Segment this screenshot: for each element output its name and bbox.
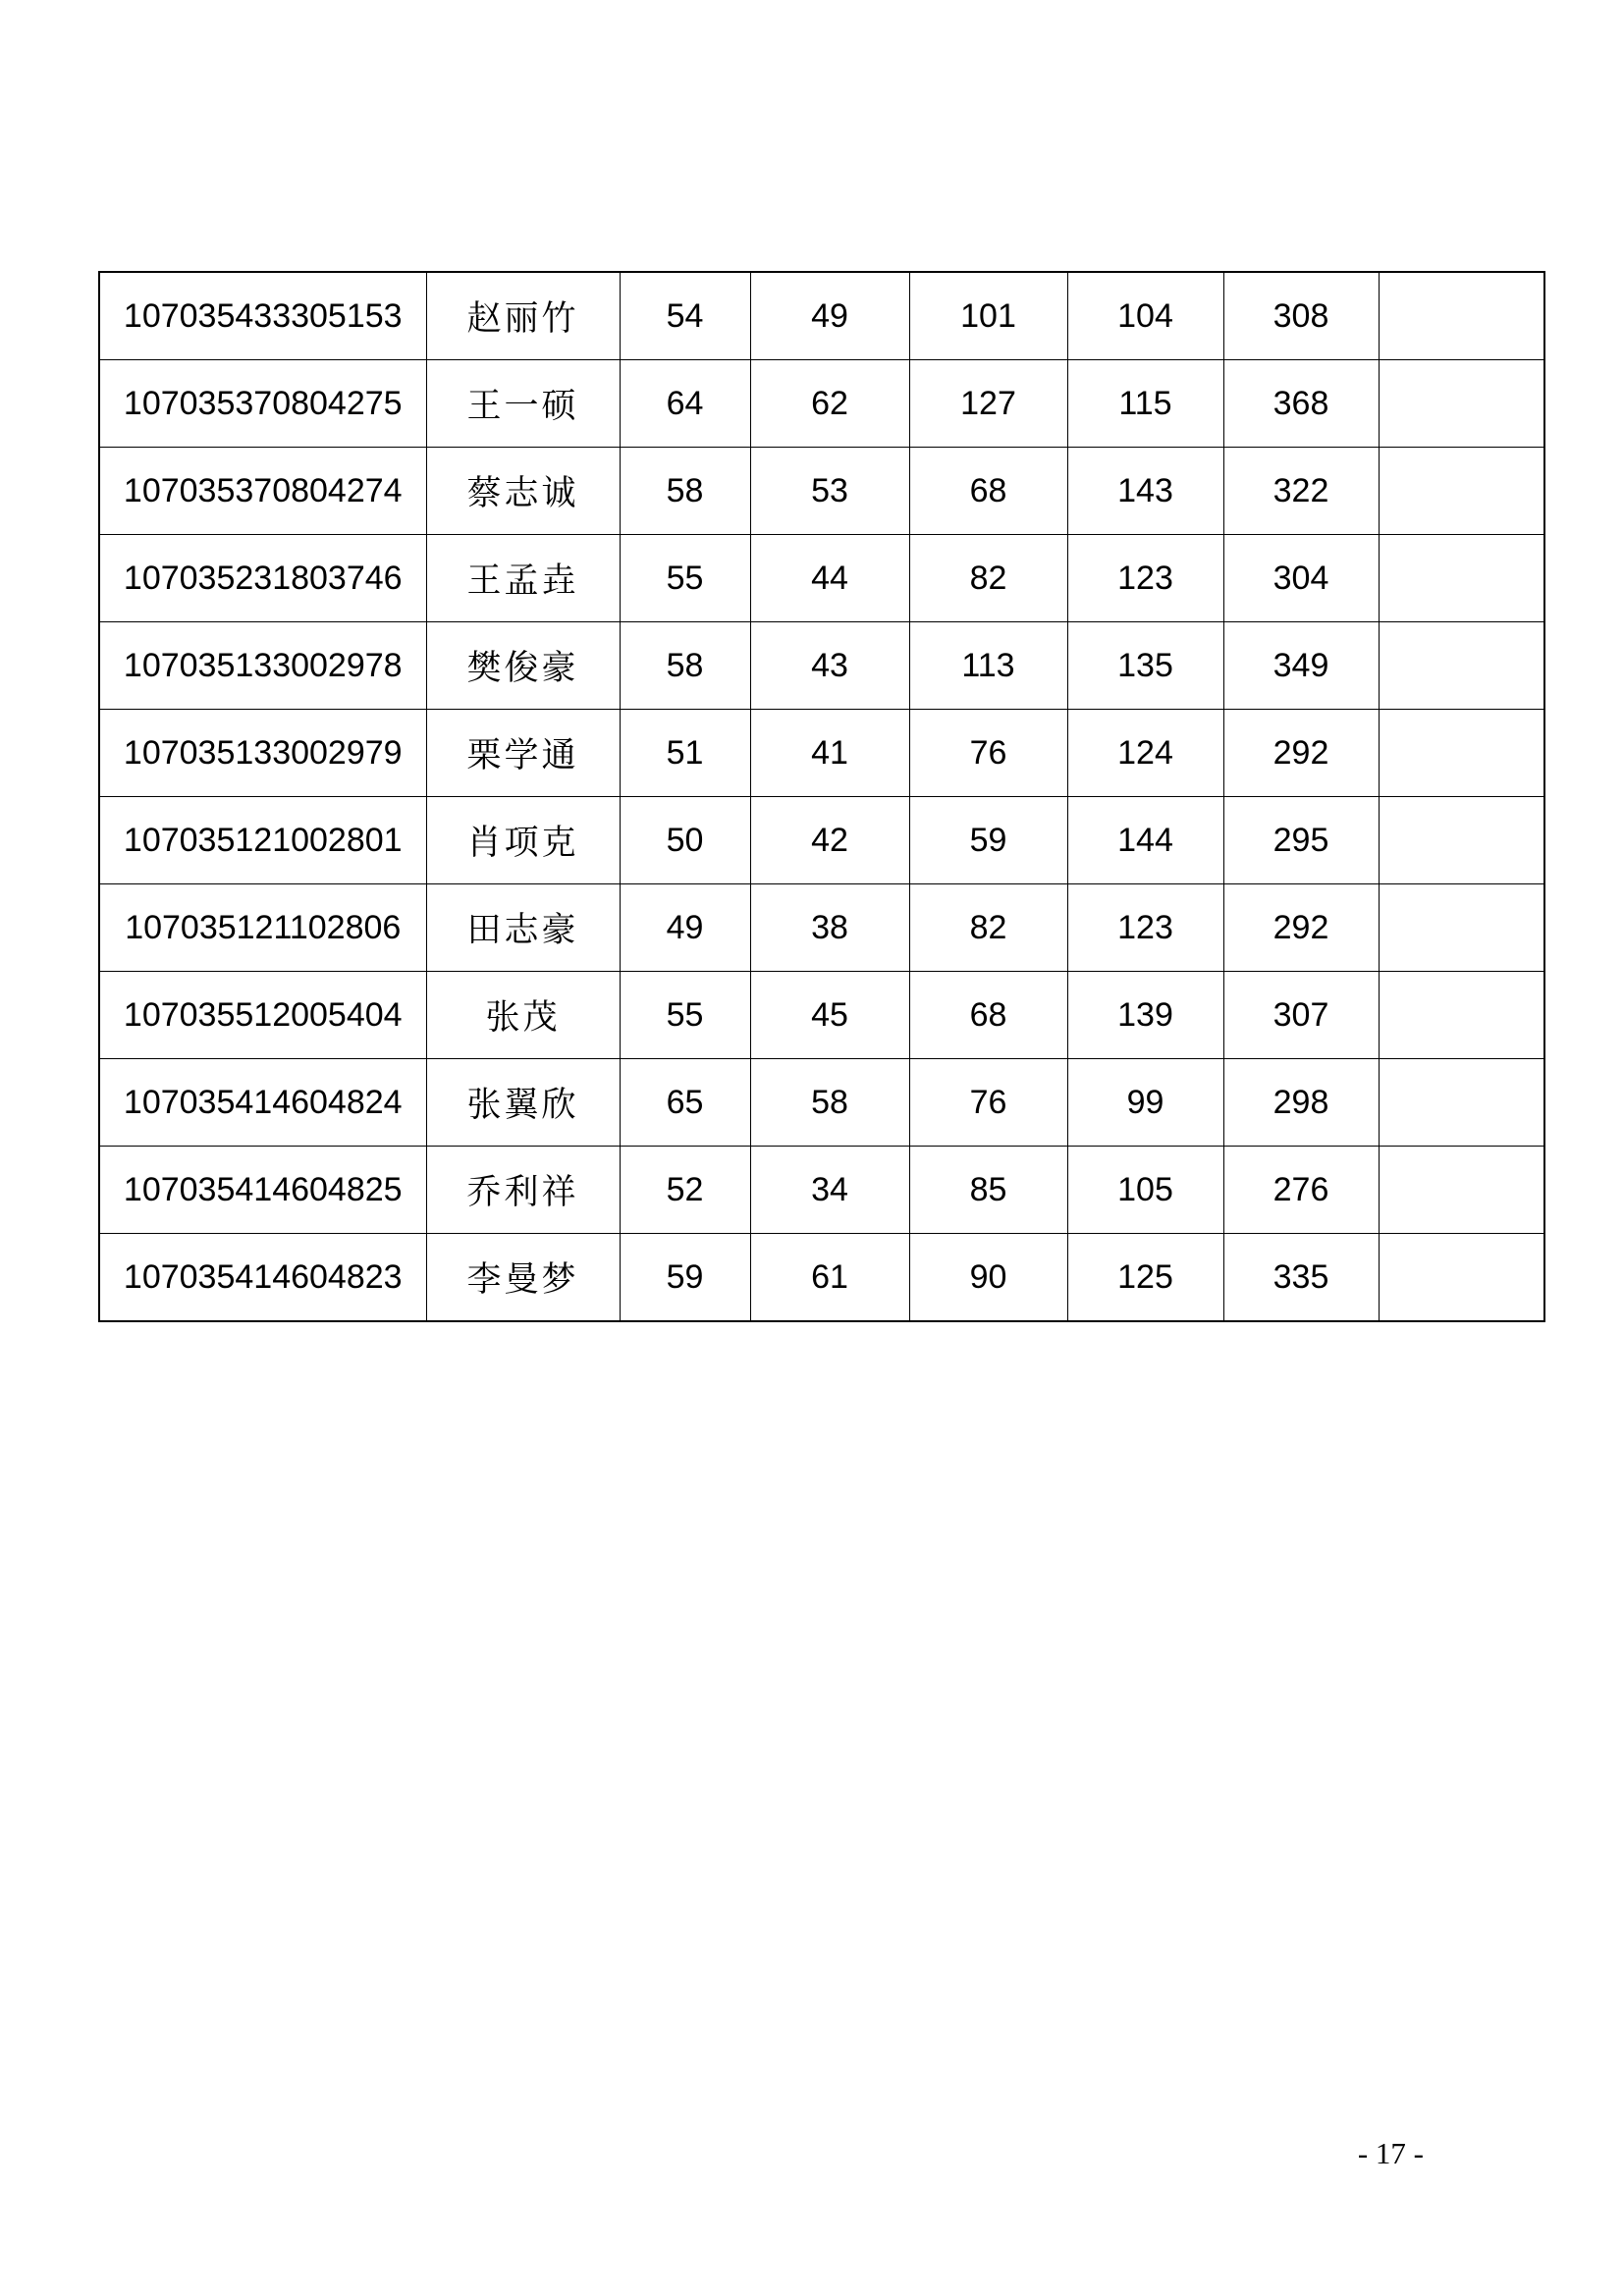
cell-remark	[1379, 884, 1544, 972]
cell-score2: 58	[750, 1059, 909, 1147]
cell-score1: 49	[620, 884, 750, 972]
cell-score2: 42	[750, 797, 909, 884]
cell-score2: 45	[750, 972, 909, 1059]
cell-score2: 61	[750, 1234, 909, 1322]
cell-score4: 104	[1067, 272, 1223, 360]
cell-score4: 115	[1067, 360, 1223, 448]
cell-total: 307	[1223, 972, 1379, 1059]
score-table-body	[99, 272, 1544, 1321]
cell-id: 107035121002801	[99, 797, 426, 884]
cell-score4: 135	[1067, 622, 1223, 710]
cell-score3: 85	[909, 1147, 1067, 1234]
cell-name: 李曼梦	[426, 1234, 620, 1322]
cell-score3: 101	[909, 272, 1067, 360]
cell-name: 张翼欣	[426, 1059, 620, 1147]
table-row	[99, 622, 1544, 710]
table-row	[99, 1059, 1544, 1147]
cell-id: 107035414604824	[99, 1059, 426, 1147]
cell-remark	[1379, 272, 1544, 360]
cell-name: 王一硕	[426, 360, 620, 448]
cell-name: 蔡志诚	[426, 448, 620, 535]
cell-remark	[1379, 535, 1544, 622]
cell-score3: 68	[909, 448, 1067, 535]
cell-name: 樊俊豪	[426, 622, 620, 710]
cell-total: 335	[1223, 1234, 1379, 1322]
score-table	[98, 271, 1545, 1322]
table-row	[99, 535, 1544, 622]
cell-name: 田志豪	[426, 884, 620, 972]
cell-id: 107035133002978	[99, 622, 426, 710]
cell-id: 107035370804275	[99, 360, 426, 448]
cell-score3: 82	[909, 535, 1067, 622]
cell-total: 349	[1223, 622, 1379, 710]
cell-total: 276	[1223, 1147, 1379, 1234]
cell-total: 292	[1223, 884, 1379, 972]
cell-name: 栗学通	[426, 710, 620, 797]
cell-score2: 49	[750, 272, 909, 360]
cell-score2: 44	[750, 535, 909, 622]
page-number: - 17 -	[1357, 2136, 1424, 2170]
cell-score3: 113	[909, 622, 1067, 710]
cell-score1: 51	[620, 710, 750, 797]
cell-remark	[1379, 1234, 1544, 1322]
cell-id: 107035231803746	[99, 535, 426, 622]
cell-score1: 52	[620, 1147, 750, 1234]
cell-remark	[1379, 972, 1544, 1059]
cell-score2: 53	[750, 448, 909, 535]
cell-total: 298	[1223, 1059, 1379, 1147]
cell-score4: 99	[1067, 1059, 1223, 1147]
cell-name: 肖项克	[426, 797, 620, 884]
cell-total: 292	[1223, 710, 1379, 797]
cell-remark	[1379, 360, 1544, 448]
cell-score4: 123	[1067, 884, 1223, 972]
cell-score4: 123	[1067, 535, 1223, 622]
cell-score1: 59	[620, 1234, 750, 1322]
cell-score1: 65	[620, 1059, 750, 1147]
cell-total: 368	[1223, 360, 1379, 448]
table-row	[99, 972, 1544, 1059]
cell-score1: 55	[620, 535, 750, 622]
cell-score1: 54	[620, 272, 750, 360]
cell-total: 308	[1223, 272, 1379, 360]
cell-total: 322	[1223, 448, 1379, 535]
cell-remark	[1379, 797, 1544, 884]
cell-score4: 143	[1067, 448, 1223, 535]
cell-name: 赵丽竹	[426, 272, 620, 360]
cell-score2: 62	[750, 360, 909, 448]
cell-remark	[1379, 1147, 1544, 1234]
cell-score4: 105	[1067, 1147, 1223, 1234]
cell-id: 107035133002979	[99, 710, 426, 797]
table-row	[99, 884, 1544, 972]
cell-score3: 59	[909, 797, 1067, 884]
cell-score2: 34	[750, 1147, 909, 1234]
cell-score3: 68	[909, 972, 1067, 1059]
cell-remark	[1379, 1059, 1544, 1147]
cell-score3: 76	[909, 710, 1067, 797]
cell-remark	[1379, 622, 1544, 710]
cell-remark	[1379, 710, 1544, 797]
cell-id: 107035414604823	[99, 1234, 426, 1322]
cell-id: 107035512005404	[99, 972, 426, 1059]
cell-score1: 55	[620, 972, 750, 1059]
cell-id: 107035414604825	[99, 1147, 426, 1234]
table-row	[99, 1147, 1544, 1234]
cell-score3: 82	[909, 884, 1067, 972]
cell-score2: 38	[750, 884, 909, 972]
cell-name: 乔利祥	[426, 1147, 620, 1234]
cell-total: 295	[1223, 797, 1379, 884]
cell-score2: 43	[750, 622, 909, 710]
cell-name: 张茂	[426, 972, 620, 1059]
cell-score4: 125	[1067, 1234, 1223, 1322]
cell-score1: 58	[620, 448, 750, 535]
cell-score3: 90	[909, 1234, 1067, 1322]
cell-score2: 41	[750, 710, 909, 797]
cell-score4: 124	[1067, 710, 1223, 797]
cell-score3: 127	[909, 360, 1067, 448]
cell-score3: 76	[909, 1059, 1067, 1147]
cell-id: 107035121102806	[99, 884, 426, 972]
cell-score1: 64	[620, 360, 750, 448]
table-row	[99, 710, 1544, 797]
cell-score1: 50	[620, 797, 750, 884]
table-row	[99, 360, 1544, 448]
cell-remark	[1379, 448, 1544, 535]
cell-total: 304	[1223, 535, 1379, 622]
cell-id: 107035433305153	[99, 272, 426, 360]
cell-score4: 144	[1067, 797, 1223, 884]
cell-score4: 139	[1067, 972, 1223, 1059]
table-row	[99, 272, 1544, 360]
cell-id: 107035370804274	[99, 448, 426, 535]
table-row	[99, 1234, 1544, 1322]
cell-score1: 58	[620, 622, 750, 710]
cell-name: 王孟垚	[426, 535, 620, 622]
table-row	[99, 797, 1544, 884]
table-row	[99, 448, 1544, 535]
